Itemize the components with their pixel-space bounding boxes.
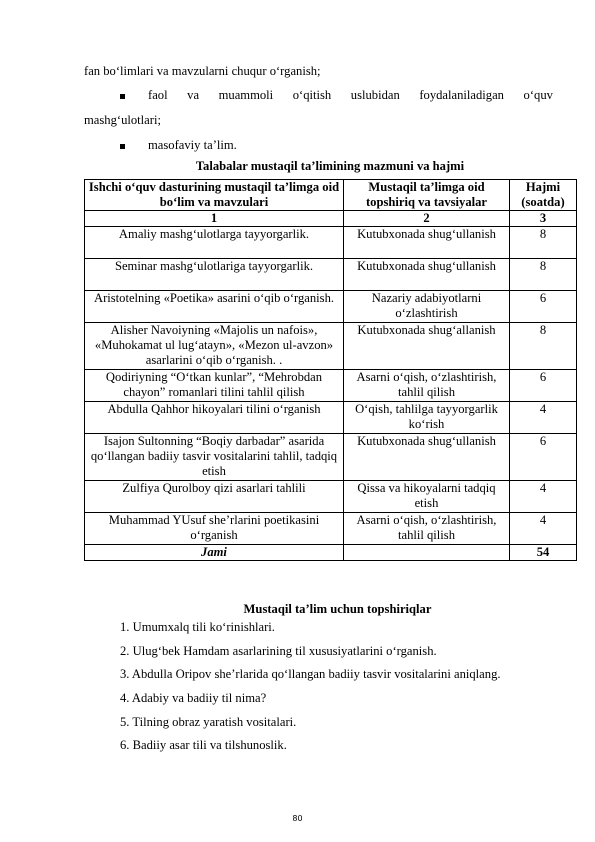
tasks-list: [120, 620, 501, 762]
table-row: [85, 513, 577, 545]
word: o‘qitish: [292, 88, 332, 102]
hours-cell: 8: [510, 323, 577, 370]
table-row: [85, 370, 577, 402]
page-number: 80: [292, 814, 303, 823]
total-value: 54: [510, 545, 577, 561]
topic-cell: Seminar mashg‘ulotlariga tayyorgarlik.: [85, 259, 344, 291]
column-number: 3: [510, 211, 577, 227]
word: va: [187, 88, 200, 102]
list-item: 1. Umumxalq tili ko‘rinishlari.: [120, 620, 275, 634]
table-header-row: [85, 180, 577, 211]
table-title: Talabalar mustaqil ta’limining mazmuni va hajmi: [195, 159, 465, 173]
word: foydalaniladigan: [419, 88, 504, 102]
task-cell: Nazariy adabiyotlarni o‘zlashtirish: [344, 291, 510, 323]
table-row: [85, 434, 577, 481]
bullet-item-1-continuation: mashg‘ulotlari;: [84, 113, 161, 127]
table-row: [85, 402, 577, 434]
task-cell: Kutubxonada shug‘ullanish: [344, 434, 510, 481]
topic-cell: Aristotelning «Poetika» asarini o‘qib o‘rganish.: [85, 291, 344, 323]
hours-cell: 8: [510, 259, 577, 291]
hours-cell: 6: [510, 370, 577, 402]
word: uslubidan: [350, 88, 400, 102]
topic-cell: Abdulla Qahhor hikoyalari tilini o‘rganish: [85, 402, 344, 434]
topic-cell: Isajon Sultonning “Boqiy darbadar” asarida qo‘llangan badiiy tasvir vositalarini tahlil, tadqiq etish: [85, 434, 344, 481]
topic-cell: Muhammad YUsuf she’rlarini poetikasini o‘rganish: [85, 513, 344, 545]
topic-cell: Qodiriyning “O‘tkan kunlar”, “Mehrobdan chayon” romanlari tilini tahlil qilish: [85, 370, 344, 402]
bullet-item-1: [148, 88, 553, 103]
hours-cell: 4: [510, 481, 577, 513]
list-item: 4. Adabiy va badiiy til nima?: [120, 691, 267, 706]
list-item: 2. Ulug‘bek Hamdam asarlarining til xususiyatlarini o‘rganish.: [120, 643, 437, 658]
task-cell: O‘qish, tahlilga tayyorgarlik ko‘rish: [344, 402, 510, 434]
header-hours: Hajmi (soatda): [510, 180, 577, 211]
word: o‘quv: [523, 88, 553, 102]
task-cell: Asarni o‘qish, o‘zlashtirish, tahlil qilish: [344, 370, 510, 402]
table-row: [85, 481, 577, 513]
bullet-square-icon: [120, 144, 125, 149]
table-row: [85, 227, 577, 259]
task-cell: Kutubxonada shug‘ullanish: [344, 227, 510, 259]
task-cell: Asarni o‘qish, o‘zlashtirish, tahlil qilish: [344, 513, 510, 545]
column-number: 1: [85, 211, 344, 227]
task-cell: Qissa va hikoyalarni tadqiq etish: [344, 481, 510, 513]
topic-cell: Zulfiya Qurolboy qizi asarlari tahlili: [85, 481, 344, 513]
topic-cell: Alisher Navoiyning «Majolis un nafois», «Muhokamat ul lug‘atayn», «Mezon ul-avzon» asarlarini o‘qib o‘rganish. .: [85, 323, 344, 370]
intro-line: fan bo‘limlari va mavzularni chuqur o‘rganish;: [84, 64, 321, 78]
header-topics: Ishchi o‘quv dasturining mustaqil ta’limga oid bo‘lim va mavzulari: [85, 180, 344, 211]
table-total-row: [85, 545, 577, 561]
list-item: 5. Tilning obraz yaratish vositalari.: [120, 714, 297, 729]
tasks-title: Mustaqil ta’lim uchun topshiriqlar: [243, 602, 432, 616]
bullet-item-2: masofaviy ta’lim.: [148, 138, 237, 152]
hours-cell: 6: [510, 434, 577, 481]
hours-cell: 6: [510, 291, 577, 323]
total-empty-cell: [344, 545, 510, 561]
hours-cell: 4: [510, 402, 577, 434]
column-number: 2: [344, 211, 510, 227]
task-cell: Kutubxonada shug‘ullanish: [344, 259, 510, 291]
table-row: [85, 323, 577, 370]
column-number-row: [85, 211, 577, 227]
total-label: Jami: [85, 545, 344, 561]
bullet-square-icon: [120, 94, 125, 99]
table-row: [85, 291, 577, 323]
word: faol: [148, 88, 168, 102]
list-item: 3. Abdulla Oripov she’rlarida qo‘llangan badiiy tasvir vositalarini aniqlang.: [120, 667, 501, 682]
topic-cell: Amaliy mashg‘ulotlarga tayyorgarlik.: [85, 227, 344, 259]
word: muammoli: [218, 88, 274, 102]
task-cell: Kutubxonada shug‘allanish: [344, 323, 510, 370]
hours-cell: 8: [510, 227, 577, 259]
header-tasks: Mustaqil ta’limga oid topshiriq va tavsiyalar: [344, 180, 510, 211]
table-row: [85, 259, 577, 291]
list-item: 6. Badiiy asar tili va tilshunoslik.: [120, 738, 287, 753]
independent-study-table: [84, 179, 577, 561]
hours-cell: 4: [510, 513, 577, 545]
